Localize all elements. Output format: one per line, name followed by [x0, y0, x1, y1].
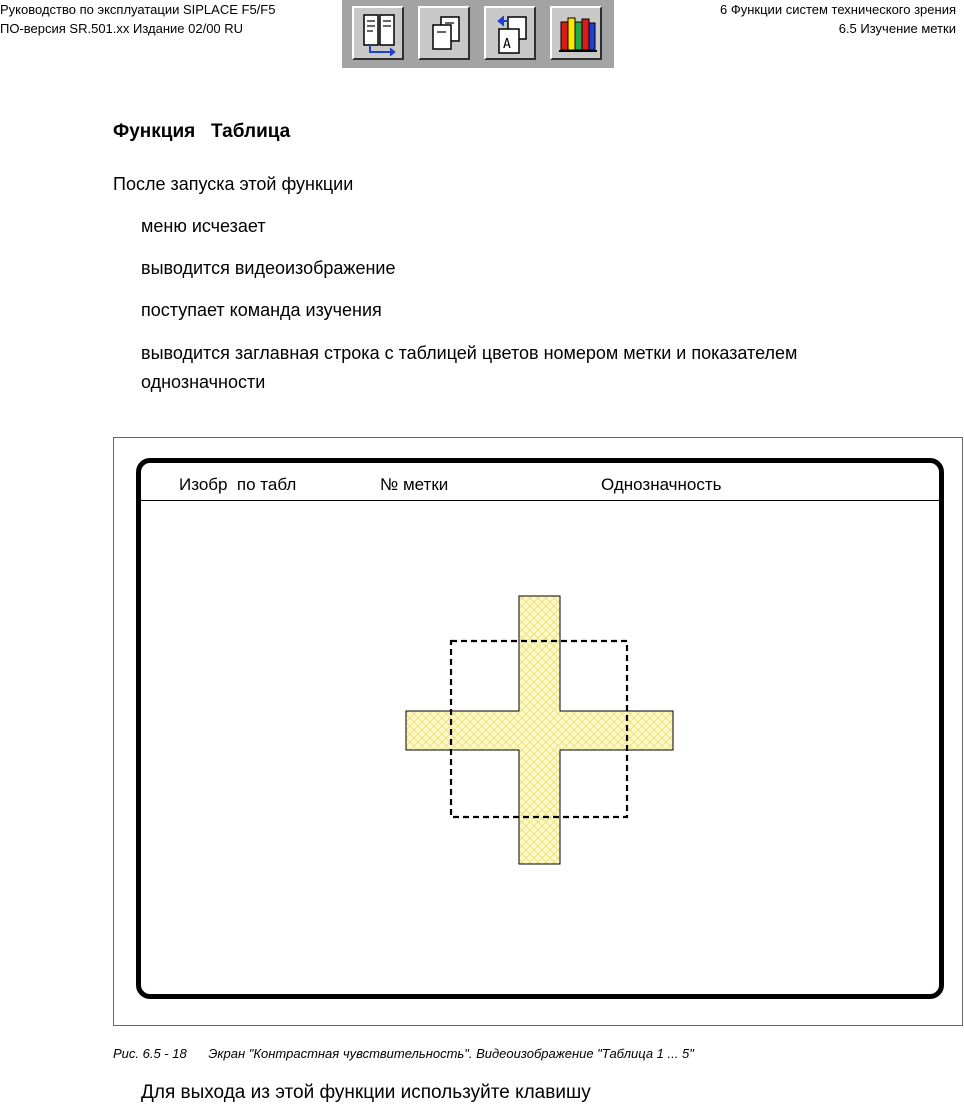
chapter-title: 6 Функции систем технического зрения — [720, 2, 956, 17]
software-version: ПО-версия SR.501.xx Издание 02/00 RU — [0, 21, 244, 36]
page-replace-icon — [490, 12, 534, 56]
section-title: 6.5 Изучение метки — [838, 21, 956, 36]
figure-frame — [113, 437, 963, 1026]
list-item: выводится видеоизображение — [141, 258, 396, 278]
header-left — [0, 0, 275, 38]
books-icon — [556, 12, 600, 56]
toolbar-button-replace[interactable] — [484, 6, 536, 60]
list-item: меню исчезает — [141, 216, 266, 236]
copy-pages-icon — [424, 12, 468, 56]
cross-shape — [406, 596, 673, 864]
manual-title: Руководство по эксплуатации SIPLACE F5/F5 — [0, 2, 276, 17]
svg-text:A: A — [503, 37, 511, 52]
exit-instruction: Для выхода из этой функции используйте клавишу — [141, 1082, 591, 1103]
manual-sections-icon — [358, 12, 402, 56]
column-image-by-table: Изобр по табл — [179, 475, 297, 494]
toolbar-button-library[interactable] — [550, 6, 602, 60]
toolbar-button-contents[interactable] — [352, 6, 404, 60]
figure-caption: Рис. 6.5 - 18 Экран "Контрастная чувствительность". Видеоизображение "Таблица 1 ... 5" — [113, 1046, 694, 1061]
intro-text: После запуска этой функции — [113, 174, 354, 194]
toolbar — [342, 0, 614, 68]
toolbar-button-pages[interactable] — [418, 6, 470, 60]
list-item: выводится заглавная строка с таблицей цветов номером метки и показателем однозначности — [141, 343, 798, 392]
fiducial-cross — [114, 438, 964, 1027]
column-mark-number: № метки — [380, 475, 449, 494]
header-right — [720, 0, 956, 38]
list-item: поступает команда изучения — [141, 300, 382, 320]
function-heading: Функция Таблица — [113, 121, 291, 142]
column-uniqueness: Однозначность — [601, 475, 722, 494]
